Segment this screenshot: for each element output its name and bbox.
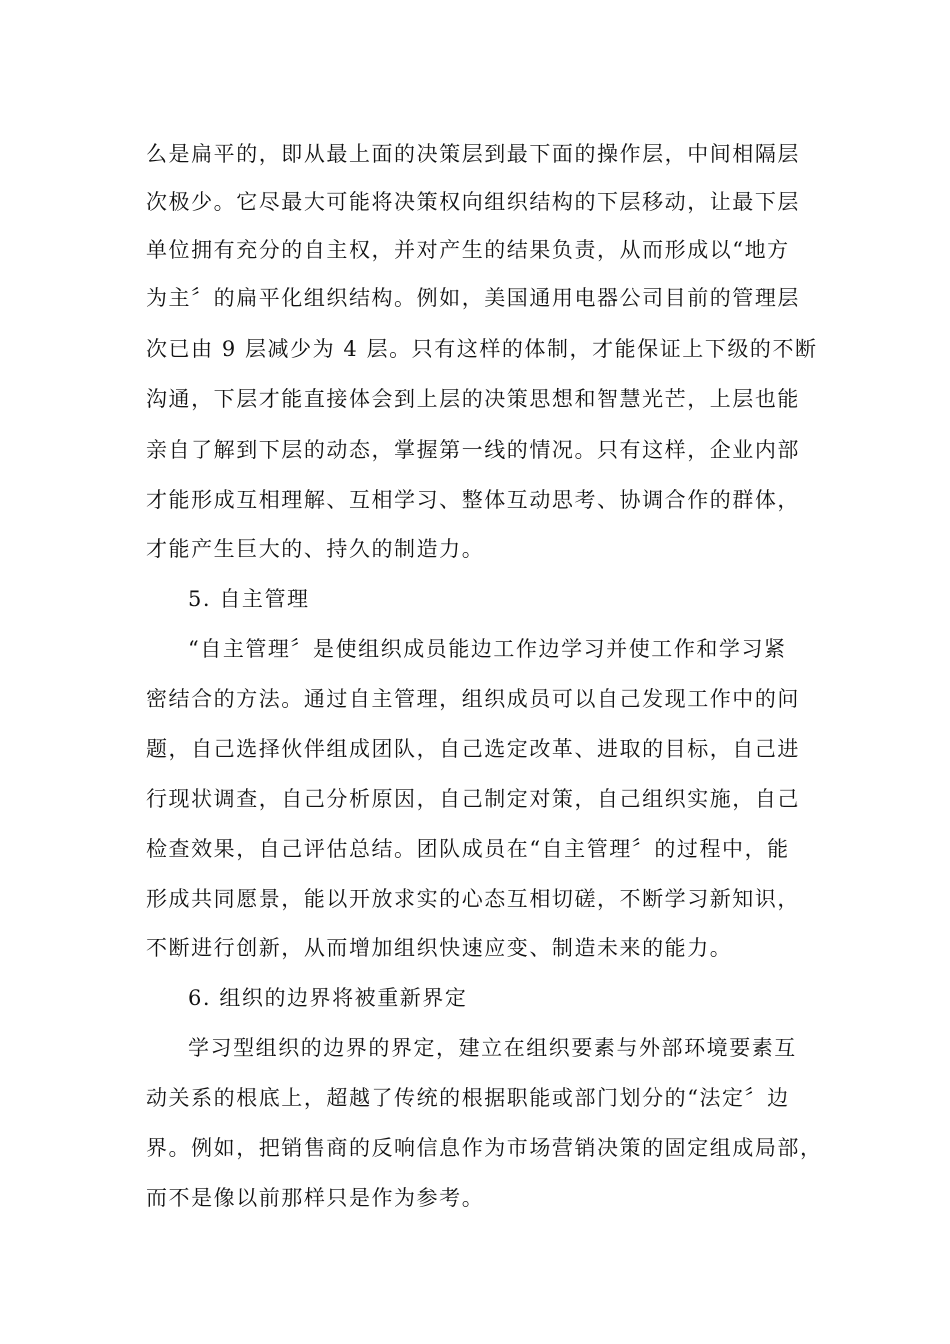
text-line: 行现状调查，自己分析原因，自己制定对策，自己组织实施，自己 — [146, 787, 800, 811]
text-line: 次极少。它尽最大可能将决策权向组织结构的下层移动，让最下层 — [146, 190, 800, 214]
text-line: 为主〞的扁平化组织结构。例如，美国通用电器公司目前的管理层 — [146, 286, 800, 310]
section-heading: 5. 自主管理 — [188, 587, 310, 611]
text-line: 不断进行创新，从而增加组织快速应变、制造未来的能力。 — [146, 936, 733, 960]
text-line: 才能形成互相理解、互相学习、整体互动思考、协调合作的群体， — [146, 488, 800, 512]
text-line: 形成共同愿景，能以开放求实的心态互相切磋，不断学习新知识， — [146, 887, 800, 911]
section-heading: 6. 组织的边界将被重新界定 — [188, 986, 468, 1010]
text-line: 么是扁平的，即从最上面的决策层到最下面的操作层，中间相隔层 — [146, 142, 800, 166]
text-line: 检查效果，自己评估总结。团队成员在“自主管理〞的过程中，能 — [146, 837, 790, 861]
text-line: “自主管理〞是使组织成员能边工作边学习并使工作和学习紧 — [188, 637, 787, 661]
text-line: 沟通，下层才能直接体会到上层的决策思想和智慧光芒，上层也能 — [146, 387, 800, 411]
text-line: 亲自了解到下层的动态，掌握第一线的情况。只有这样，企业内部 — [146, 438, 800, 462]
text-line: 界。例如，把销售商的反响信息作为市场营销决策的固定组成局部， — [146, 1136, 823, 1160]
text-line: 才能产生巨大的、持久的制造力。 — [146, 537, 485, 561]
text-line: 学习型组织的边界的界定，建立在组织要素与外部环境要素互 — [188, 1036, 797, 1060]
text-line: 单位拥有充分的自主权，并对产生的结果负责，从而形成以“地方 — [146, 238, 790, 262]
text-line: 动关系的根底上，超越了传统的根据职能或部门划分的“法定〞边 — [146, 1086, 790, 1110]
text-line: 题，自己选择伙伴组成团队，自己选定改革、进取的目标，自己进 — [146, 737, 800, 761]
text-line: 密结合的方法。通过自主管理，组织成员可以自己发现工作中的问 — [146, 687, 800, 711]
text-line: 而不是像以前那样只是作为参考。 — [146, 1186, 485, 1210]
text-line: 次已由 9 层减少为 4 层。只有这样的体制，才能保证上下级的不断 — [146, 337, 818, 361]
